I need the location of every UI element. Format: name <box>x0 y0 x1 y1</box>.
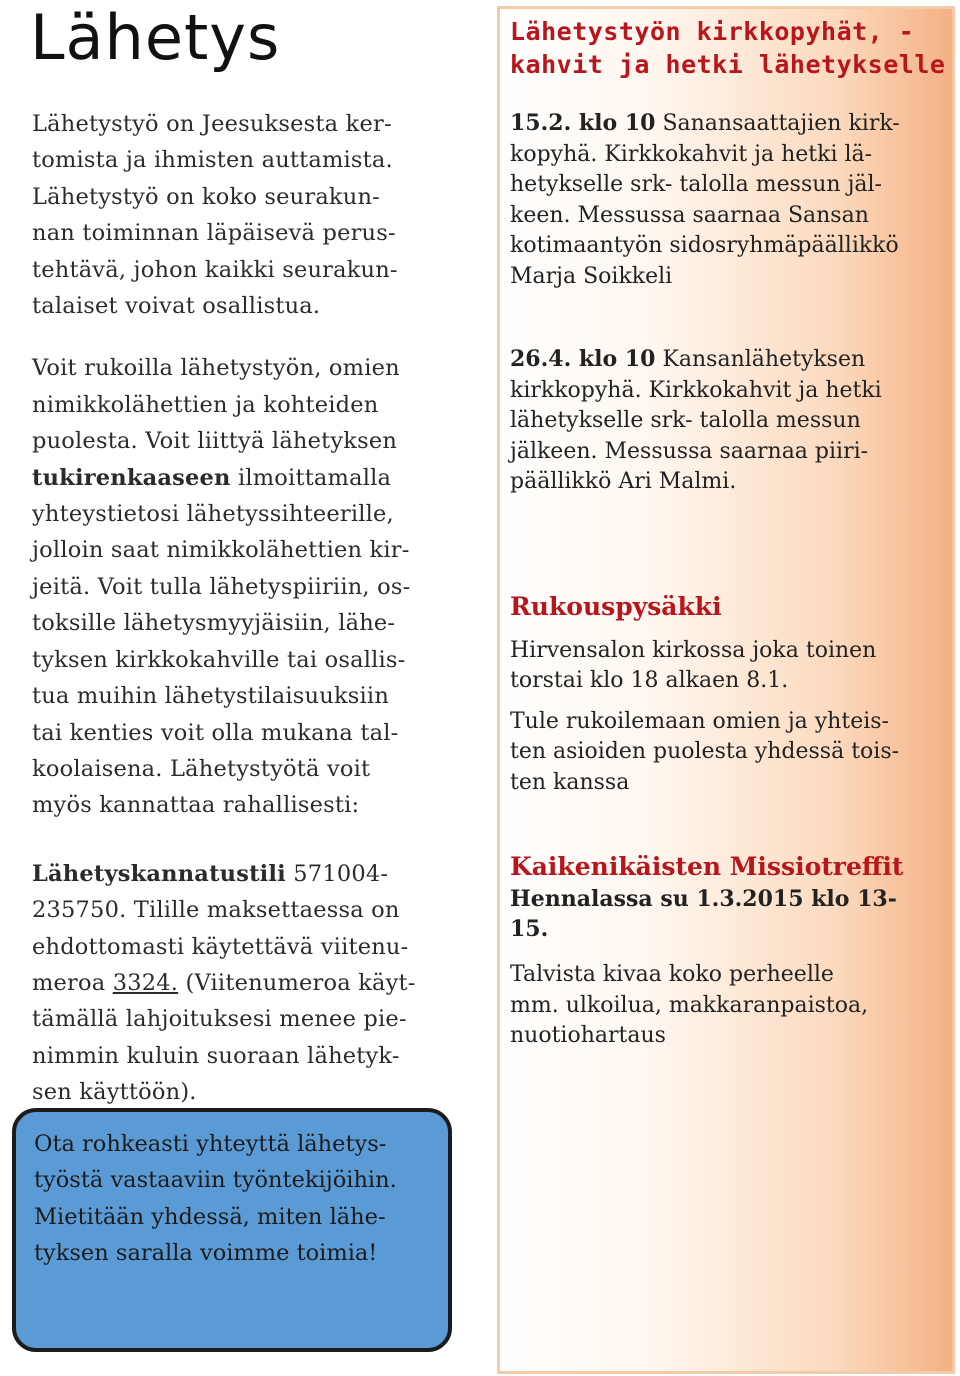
missio-details <box>510 960 952 1052</box>
text-line: koolaisena. Lähetystyötä voit <box>32 755 371 782</box>
reference-number: 3324. <box>112 969 179 996</box>
text-line: jolloin saat nimikkolähettien kir- <box>32 537 410 564</box>
event-item <box>510 344 952 498</box>
text-fragment: meroa <box>32 969 113 996</box>
page-title: Lähetys <box>30 1 281 74</box>
missio-heading: Kaikenikäisten Missiotreffit <box>510 852 904 881</box>
text-line: Talvista kivaa koko perheelle <box>510 962 834 987</box>
event-item <box>510 108 952 292</box>
text-line: Lähetystyö on Jeesuksesta ker- <box>32 111 392 137</box>
text-line: yhteystietosi lähetyssihteerille, <box>32 501 394 528</box>
text-line: 235750. Tilille maksettaessa on <box>32 897 400 924</box>
text-line: työstä vastaaviin työntekijöihin. <box>34 1167 397 1194</box>
account-label: Lähetyskannatustili <box>32 860 286 887</box>
text-line: mm. ulkoilua, makkaranpaistoa, <box>510 992 869 1018</box>
text-line: Hennalassa su 1.3.2015 klo 13- <box>510 886 897 912</box>
text-line: torstai klo 18 alkaen 8.1. <box>510 668 789 693</box>
text-line: ten asioiden puolesta yhdessä tois- <box>510 739 900 764</box>
account-number: 571004- <box>285 860 389 887</box>
text-line: kirkkopyhä. Kirkkokahvit ja hetki <box>510 377 882 403</box>
text-line: jälkeen. Messussa saarnaa piiri- <box>510 438 869 464</box>
participation-paragraph <box>32 350 462 823</box>
intro-paragraph <box>32 106 462 324</box>
missio-subheading <box>510 884 952 944</box>
text-line: hetykselle srk- talolla messun jäl- <box>510 172 882 197</box>
text-line <box>32 460 462 496</box>
event-date: 26.4. klo 10 <box>510 346 656 372</box>
text-line: Lähetystyön kirkkopyhät, - <box>510 17 915 46</box>
text-line: tämällä lahjoituksesi menee pie- <box>32 1006 407 1033</box>
text-line: tyksen kirkkokahville tai osallis- <box>32 646 406 673</box>
text-line: tomista ja ihmisten auttamista. <box>32 147 393 174</box>
text-line: kahvit ja hetki lähetykselle <box>510 50 946 79</box>
text-line: kopyhä. Kirkkokahvit ja hetki lä- <box>510 141 873 167</box>
text-line <box>510 344 952 376</box>
text-fragment: ilmoittamalla <box>230 464 392 491</box>
text-line: tua muihin lähetystilaisuuksiin <box>32 683 390 710</box>
text-line: päällikkö Ari Malmi. <box>510 469 737 494</box>
text-line: Ota rohkeasti yhteyttä lähetys- <box>34 1131 387 1157</box>
text-line: tehtävä, johon kaikki seurakun- <box>32 256 398 283</box>
text-line: 15. <box>510 916 549 942</box>
prayer-invite <box>510 707 952 799</box>
contact-callout <box>12 1108 452 1352</box>
text-line <box>32 856 462 892</box>
text-line <box>32 965 462 1001</box>
support-ring-term: tukirenkaaseen <box>32 464 231 491</box>
donation-paragraph <box>32 856 462 1111</box>
text-line: nimikkolähettien ja kohteiden <box>32 391 379 418</box>
text-line: tyksen saralla voimme toimia! <box>34 1240 378 1267</box>
text-line: puolesta. Voit liittyä lähetyksen <box>32 428 398 455</box>
text-fragment: (Viitenumeroa käyt- <box>178 969 416 996</box>
text-fragment: Kansanlähetyksen <box>655 347 866 372</box>
intro-column <box>32 106 462 1111</box>
text-line: nimmin kuluin suoraan lähetyk- <box>32 1042 400 1069</box>
text-line: nan toiminnan läpäisevä perus- <box>32 220 396 247</box>
text-line: talaiset voivat osallistua. <box>32 293 321 320</box>
events-panel <box>497 6 955 1374</box>
text-line: kotimaantyön sidosryhmäpäällikkö <box>510 233 899 258</box>
text-fragment: Sanansaattajien kirk- <box>655 111 900 136</box>
event-date: 15.2. klo 10 <box>510 110 656 136</box>
text-line: sen käyttöön). <box>32 1079 197 1106</box>
events-heading <box>510 15 952 81</box>
text-line: Voit rukoilla lähetystyön, omien <box>32 355 400 382</box>
prayer-heading: Rukouspysäkki <box>510 591 722 621</box>
text-line: Tule rukoilemaan omien ja yhteis- <box>510 708 889 734</box>
text-line: ten kanssa <box>510 769 630 795</box>
text-line: Lähetystyö on koko seurakun- <box>32 183 380 210</box>
text-line: Hirvensalon kirkossa joka toinen <box>510 637 877 663</box>
text-line: nuotiohartaus <box>510 1023 666 1048</box>
text-line: toksille lähetysmyyjäisiin, lähe- <box>32 610 396 637</box>
text-line: ehdottomasti käytettävä viitenu- <box>32 933 409 960</box>
text-line: Mietitään yhdessä, miten lähe- <box>34 1203 386 1230</box>
prayer-info <box>510 636 952 697</box>
text-line: tai kenties voit olla mukana tal- <box>32 719 399 746</box>
text-line: lähetykselle srk- talolla messun <box>510 408 861 433</box>
text-line <box>510 108 952 140</box>
text-line: myös kannattaa rahallisesti: <box>32 792 360 819</box>
text-line: Marja Soikkeli <box>510 263 673 289</box>
text-line: keen. Messussa saarnaa Sansan <box>510 202 869 228</box>
text-line: jeitä. Voit tulla lähetyspiiriin, os- <box>32 573 411 600</box>
